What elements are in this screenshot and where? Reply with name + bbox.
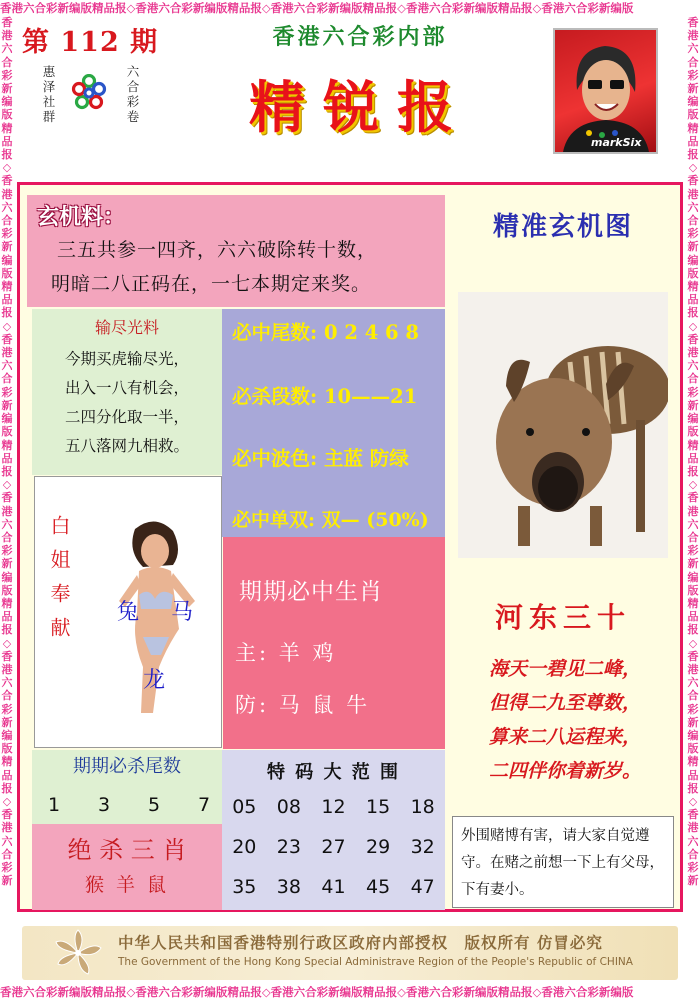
issue-number: 第 112 期 (22, 27, 159, 58)
mystic-title: 玄机料： (37, 204, 126, 230)
kill-three-title: 绝 杀 三 肖 (67, 836, 187, 864)
mystic-line-1: 三五共参一四齐，六六破除转十数， (57, 239, 378, 261)
lose-all-line: 今期买虎输尽光， (64, 350, 189, 368)
kill-tail-number: 1 (48, 794, 61, 816)
club-label-right: 六合彩卷 (126, 64, 140, 124)
kill-tail-number: 5 (148, 794, 161, 816)
lose-all-section (32, 309, 222, 475)
special-number: 12 (321, 796, 346, 818)
special-number: 08 (276, 796, 301, 818)
lose-all-lines (32, 345, 222, 461)
special-number: 32 (410, 836, 435, 858)
poem-line: 海天一碧见二峰， (488, 658, 641, 680)
special-number: 15 (365, 796, 391, 818)
left-border-text: 香港六合彩新编版精品报◇香港六合彩新编版精品报◇香港六合彩新编版精品报◇香港六合彩新编版精品报◇香港六合彩新编版精品报◇香港六合彩新 (1, 16, 13, 888)
photo-watermark: markSix (591, 136, 642, 149)
special-title: 特 码 大 范 围 (266, 762, 401, 783)
special-number: 35 (232, 876, 257, 898)
bottom-border-text: 香港六合彩新编版精品报◇香港六合彩新编版精品报◇香港六合彩新编版精品报◇香港六合彩新编版精品报◇香港六合彩新编版 (0, 984, 700, 1000)
top-border-text: 香港六合彩新编版精品报◇香港六合彩新编版精品报◇香港六合彩新编版精品报◇香港六合彩新编版精品报◇香港六合彩新编版 (0, 0, 700, 16)
lottery-logo-icon (70, 74, 108, 112)
footer-chinese: 中华人民共和国香港特别行政区政府内部授权 版权所有 仿冒必究 (118, 933, 603, 952)
special-number: 20 (232, 836, 257, 858)
warning-text: 外围赌博有害，请大家自觉遵守。在赌之前想一下上有父母，下有妻小。 (461, 828, 664, 898)
beauty-caption: 白姐奉献 (47, 515, 71, 651)
special-number: 47 (410, 876, 435, 898)
bauhinia-emblem-icon (52, 928, 104, 978)
lose-all-line: 二四分化取一半， (64, 408, 189, 426)
boar-piglet-icon (458, 292, 668, 558)
mystic-section (27, 195, 445, 307)
zodiac-section (223, 537, 445, 749)
kill-three-animals: 猴 羊 鼠 (84, 874, 170, 896)
warning-box (452, 816, 674, 908)
special-number: 27 (321, 836, 346, 858)
beauty-zodiac-3: 龙 (143, 668, 166, 693)
special-grid (222, 796, 445, 910)
zodiac-main: 主: 羊 鸡 (235, 641, 337, 665)
zodiac-guard: 防: 马 鼠 牛 (235, 693, 371, 717)
precise-image (458, 292, 668, 558)
precise-title: 精准玄机图 (492, 212, 633, 242)
right-border-text: 香港六合彩新编版精品报◇香港六合彩新编版精品报◇香港六合彩新编版精品报◇香港六合彩新编版精品报◇香港六合彩新编版精品报◇香港六合彩新 (687, 16, 699, 888)
beauty-section (34, 476, 222, 748)
poem-line: 算来二八运程来， (488, 726, 641, 748)
host-photo (553, 28, 658, 154)
kill-tail-section (32, 750, 222, 824)
special-number: 29 (365, 836, 391, 858)
special-row (222, 796, 445, 836)
special-row (222, 836, 445, 876)
special-number: 41 (321, 876, 346, 898)
poem-body (452, 652, 678, 788)
special-number: 38 (276, 876, 301, 898)
host-portrait-icon (555, 30, 656, 152)
special-number: 05 (232, 796, 257, 818)
must-tail: 必中尾数: 0 2 4 6 8 (232, 321, 419, 344)
poem-title: 河东三十 (494, 601, 631, 634)
special-row (222, 876, 445, 910)
mystic-line-2: 明暗二八正码在，一七本期定来奖。 (51, 273, 372, 295)
special-number: 18 (410, 796, 435, 818)
lose-all-line: 五八落网九相救。 (64, 437, 189, 455)
beauty-zodiac-2: 马 (171, 600, 194, 625)
lose-all-title: 输尽光料 (94, 318, 159, 337)
must-wave: 必中波色: 主蓝 防绿 (232, 447, 409, 470)
special-number: 23 (276, 836, 301, 858)
zodiac-title: 期期必中生肖 (239, 579, 383, 605)
poem-line: 但得二九至尊数， (488, 692, 641, 714)
must-hit-section (222, 309, 445, 537)
kill-tail-title: 期期必杀尾数 (73, 756, 181, 777)
club-label-left: 惠泽社群 (42, 64, 56, 124)
beauty-zodiac-1: 兔 (117, 600, 140, 625)
kill-tail-number: 3 (98, 794, 111, 816)
must-odd-even: 必中单双: 双— (50%) (232, 509, 429, 531)
special-number: 45 (365, 876, 391, 898)
must-segment: 必杀段数: 10——21 (232, 385, 418, 408)
publication-name: 香港六合彩内部 (272, 24, 448, 50)
lose-all-line: 出入一八有机会， (64, 379, 189, 397)
kill-tail-number: 7 (198, 794, 211, 816)
paper-title: 精锐报 (249, 75, 471, 141)
footer-english: The Government of the Hong Kong Special Administrave Region of the People's Republic of CHINA (118, 956, 633, 968)
special-section (222, 750, 445, 910)
kill-three-section (32, 824, 222, 910)
poem-line: 二四伴你着新岁。 (488, 760, 641, 782)
